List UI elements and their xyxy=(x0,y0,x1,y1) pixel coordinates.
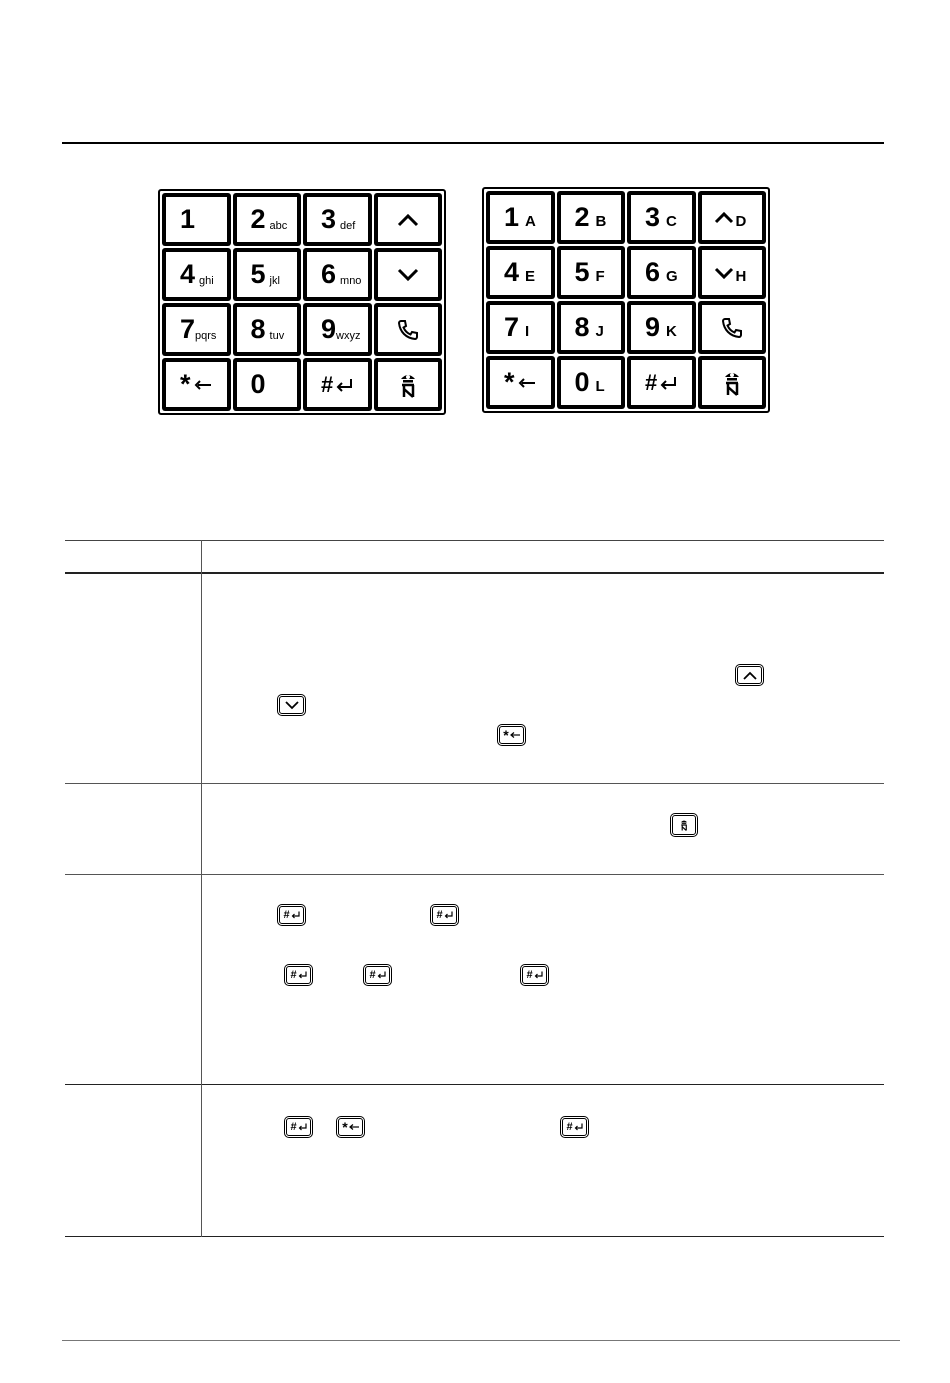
key-letters: tuv xyxy=(269,329,285,342)
table-bottom-rule xyxy=(65,1236,884,1237)
key-8-j[interactable] xyxy=(558,302,625,353)
key-letter: A xyxy=(525,213,536,230)
key-digit: 6 xyxy=(321,259,337,289)
key-digit: 1 xyxy=(504,202,520,232)
key-digit: 3 xyxy=(321,204,337,234)
key-digit: 9 xyxy=(645,312,661,342)
inline-hash-key xyxy=(562,1118,587,1136)
key-digit: 5 xyxy=(250,259,266,289)
key-digit: 8 xyxy=(250,314,266,344)
inline-star-key xyxy=(338,1118,363,1136)
backspace-arrow-icon xyxy=(518,378,536,388)
down-arrow-icon xyxy=(397,268,419,282)
table-column-divider xyxy=(201,540,202,1237)
enter-icon xyxy=(377,971,386,979)
enter-icon xyxy=(291,911,300,919)
key-1[interactable] xyxy=(163,194,230,245)
key-7-i[interactable] xyxy=(487,302,554,353)
key-letters: ghi xyxy=(199,274,214,287)
key-8[interactable] xyxy=(234,304,301,355)
inline-down-key xyxy=(279,696,304,714)
hash-symbol: # xyxy=(290,1121,297,1133)
enter-icon xyxy=(534,971,543,979)
guard-icon xyxy=(679,818,689,832)
key-call[interactable] xyxy=(699,302,766,353)
keypad-alpha xyxy=(482,187,770,413)
key-hash-enter[interactable] xyxy=(628,357,695,408)
hash-symbol: # xyxy=(290,969,297,981)
header-rule xyxy=(62,142,884,144)
table-top-rule xyxy=(65,540,884,541)
key-letter: L xyxy=(595,378,605,395)
key-digit: 1 xyxy=(180,204,196,234)
key-digit: 5 xyxy=(574,257,590,287)
key-2[interactable] xyxy=(234,194,301,245)
key-6[interactable] xyxy=(304,249,371,300)
enter-icon xyxy=(298,1123,307,1131)
inline-hash-key xyxy=(365,966,390,984)
backspace-arrow-icon xyxy=(349,1124,359,1130)
backspace-arrow-icon xyxy=(194,380,212,390)
key-digit: 3 xyxy=(645,202,661,232)
guard-icon xyxy=(721,369,743,397)
key-5[interactable] xyxy=(234,249,301,300)
key-0[interactable] xyxy=(234,359,301,410)
enter-icon xyxy=(574,1123,583,1131)
key-letter: F xyxy=(595,268,605,285)
table-row-rule xyxy=(65,1084,884,1085)
key-digit: 8 xyxy=(574,312,590,342)
key-digit: # xyxy=(321,371,334,397)
key-letter: J xyxy=(595,323,604,340)
keypad-numeric xyxy=(158,189,446,415)
footer-rule xyxy=(62,1340,900,1341)
inline-hash-key xyxy=(279,906,304,924)
key-call[interactable] xyxy=(375,304,442,355)
key-5-f[interactable] xyxy=(558,247,625,298)
phone-icon xyxy=(396,318,420,342)
inline-hash-key xyxy=(286,966,311,984)
table-header-rule xyxy=(65,572,884,574)
key-letter: I xyxy=(525,323,530,340)
inline-hash-key xyxy=(286,1118,311,1136)
enter-icon xyxy=(660,376,678,390)
star-symbol: * xyxy=(342,1119,348,1135)
key-digit: 0 xyxy=(574,367,590,397)
phone-icon xyxy=(720,316,744,340)
up-arrow-icon xyxy=(714,212,734,224)
hash-symbol: # xyxy=(283,909,290,921)
key-6-g[interactable] xyxy=(628,247,695,298)
table-row-rule xyxy=(65,783,884,784)
key-letter: G xyxy=(666,268,678,285)
key-letters: def xyxy=(340,219,356,232)
key-up[interactable] xyxy=(375,194,442,245)
key-digit: * xyxy=(504,367,515,397)
inline-hash-key xyxy=(522,966,547,984)
key-star-backspace[interactable] xyxy=(163,359,230,410)
key-down[interactable] xyxy=(375,249,442,300)
hash-symbol: # xyxy=(369,969,376,981)
enter-icon xyxy=(336,378,354,392)
key-7[interactable] xyxy=(163,304,230,355)
down-arrow-icon xyxy=(285,701,299,710)
star-symbol: * xyxy=(503,727,509,743)
key-digit: 4 xyxy=(180,259,196,289)
up-arrow-icon xyxy=(397,213,419,227)
key-digit: 7 xyxy=(180,314,196,344)
key-digit: 2 xyxy=(574,202,590,232)
key-letter: K xyxy=(666,323,677,340)
key-down-h[interactable] xyxy=(699,247,766,298)
key-4[interactable] xyxy=(163,249,230,300)
key-3[interactable] xyxy=(304,194,371,245)
hash-symbol: # xyxy=(436,909,443,921)
key-3-c[interactable] xyxy=(628,192,695,243)
key-digit: 2 xyxy=(250,204,266,234)
key-digit: # xyxy=(645,369,658,395)
key-letter: B xyxy=(595,213,607,230)
key-digit: 7 xyxy=(504,312,520,342)
up-arrow-icon xyxy=(743,671,757,680)
key-letters: mno xyxy=(340,274,362,287)
key-9-k[interactable] xyxy=(628,302,695,353)
key-digit: * xyxy=(180,369,191,399)
key-4-e[interactable] xyxy=(487,247,554,298)
guard-icon xyxy=(397,371,419,399)
inline-star-key xyxy=(499,726,524,744)
key-digit: 0 xyxy=(250,369,266,399)
key-letters: abc xyxy=(269,219,288,232)
key-guard[interactable] xyxy=(375,359,442,410)
key-9[interactable] xyxy=(304,304,371,355)
enter-icon xyxy=(444,911,453,919)
key-0-l[interactable] xyxy=(558,357,625,408)
inline-guard-key xyxy=(672,815,696,835)
table-row-rule xyxy=(65,874,884,875)
hash-symbol: # xyxy=(526,969,533,981)
key-letter: D xyxy=(735,213,747,230)
enter-icon xyxy=(298,971,307,979)
key-letter: E xyxy=(525,268,536,285)
hash-symbol: # xyxy=(566,1121,573,1133)
key-up-d[interactable] xyxy=(699,192,766,243)
key-letter: C xyxy=(666,213,677,230)
key-2-b[interactable] xyxy=(558,192,625,243)
key-star-backspace[interactable] xyxy=(487,357,554,408)
key-letter: H xyxy=(735,268,747,285)
inline-up-key xyxy=(737,666,762,684)
key-1-a[interactable] xyxy=(487,192,554,243)
down-arrow-icon xyxy=(714,267,734,279)
key-letters: pqrs xyxy=(195,329,217,342)
key-letters: wxyz xyxy=(336,329,361,342)
key-digit: 6 xyxy=(645,257,661,287)
key-guard[interactable] xyxy=(699,357,766,408)
key-digit: 4 xyxy=(504,257,520,287)
key-letters: jkl xyxy=(269,274,280,287)
backspace-arrow-icon xyxy=(510,732,520,738)
inline-hash-key xyxy=(432,906,457,924)
key-digit: 9 xyxy=(321,314,337,344)
key-hash-enter[interactable] xyxy=(304,359,371,410)
